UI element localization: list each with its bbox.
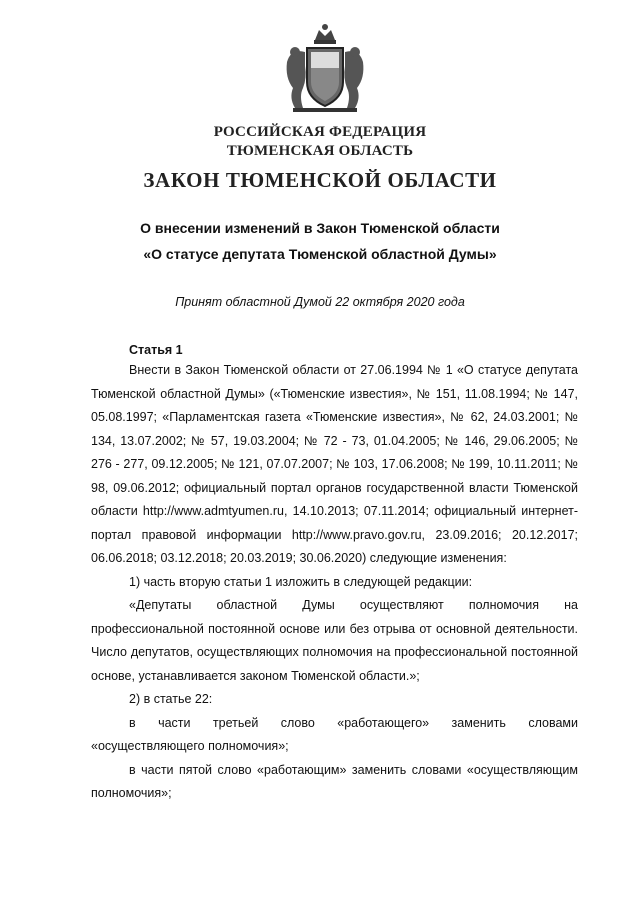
article-body: [91, 359, 578, 806]
article-heading: Статья 1: [129, 343, 183, 357]
article-paragraph: 2) в статье 22:: [129, 692, 213, 706]
header-federation: РОССИЙСКАЯ ФЕДЕРАЦИЯ: [213, 124, 427, 140]
article-paragraph: в части пятой слово «работающим» заменить словами «осуществляющим полномочия»;: [91, 762, 578, 800]
article-paragraph: в части третьей слово «работающего» заменить словами «осуществляющего полномочия»;: [91, 715, 578, 753]
article-paragraph: «Депутаты областной Думы осуществляют полномочия на профессиональной постоянной основе или без отрыва от основной деятельности. Число депутатов, осуществляющих полномочия на профессиональной постоянной основе, устанавливается законом Тюменской области.»;: [91, 598, 578, 683]
header-region: ТЮМЕНСКАЯ ОБЛАСТЬ: [226, 143, 414, 159]
law-title-line-2: «О статусе депутата Тюменской областной Думы»: [143, 246, 497, 262]
coat-of-arms-icon: [279, 22, 371, 114]
article-paragraph: Внести в Закон Тюменской области от 27.06.1994 № 1 «О статусе депутата Тюменской областной Думы» («Тюменские известия», № 151, 11.08.1994; № 147, 05.08.1997; «Парламентская газета «Тюменские известия», № 62, 24.03.2001; № 134, 13.07.2002; № 57, 19.03.2004; № 72 - 73, 01.04.2005; № 146, 29.06.2005; № 276 - 277, 09.12.2005; № 121, 07.07.2007; № 103, 17.06.2008; № 199, 10.11.2011; № 98, 09.06.2012; официальный портал органов государственной власти Тюменской области http://www.admtyumen.ru, 14.10.2013; 07.11.2014; официальный интернет-портал правовой информации http://www.pravo.gov.ru, 23.09.2016; 20.12.2017; 06.06.2018; 03.12.2018; 20.03.2019; 30.06.2020) следующие изменения:: [91, 363, 578, 565]
law-type-heading: ЗАКОН ТЮМЕНСКОЙ ОБЛАСТИ: [143, 168, 497, 192]
adoption-date: Принят областной Думой 22 октября 2020 года: [175, 295, 465, 309]
article-paragraph: 1) часть вторую статьи 1 изложить в следующей редакции:: [129, 574, 473, 589]
law-title-line-1: О внесении изменений в Закон Тюменской области: [140, 220, 500, 236]
